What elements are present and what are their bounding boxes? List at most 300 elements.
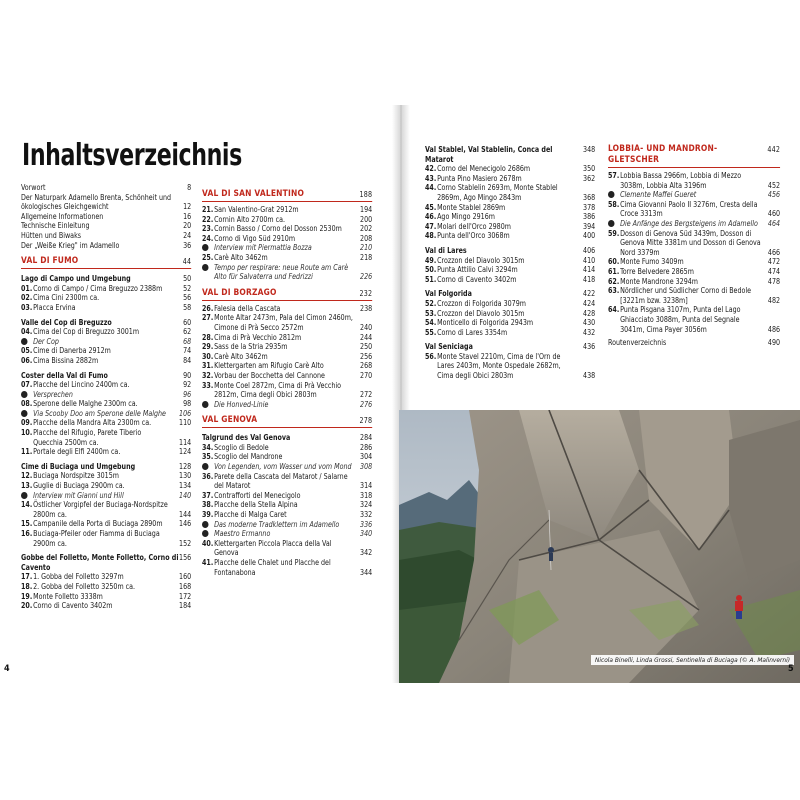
toc-route	[202, 472, 372, 491]
subsection-title: Val di Lares	[425, 245, 467, 255]
toc-essay	[202, 400, 372, 410]
toc-entry-page: 474	[767, 266, 781, 276]
toc-entry-title: Die Honved-Linie 276	[214, 399, 373, 409]
toc-entry-page: 74	[183, 346, 192, 356]
toc-route	[425, 203, 595, 213]
route-number: 54.	[425, 318, 437, 328]
section-heading-title: LOBBIA- UND MANDRON-GLETSCHER	[608, 144, 718, 165]
toc-entry-title: Der „Weiße Krieg" im Adamello	[21, 240, 120, 250]
toc-entry-title: Corno di Vigo Süd 2910m 208	[214, 233, 373, 243]
toc-entry-page: 386	[583, 212, 596, 222]
toc-entry-title: Dosson di Genova Süd 3439m, Dosson di Genova Mitte 3381m und Dosson di Genova Nord 3379m 466	[620, 228, 781, 257]
toc-entry-page: 430	[583, 318, 596, 328]
route-number: 28.	[202, 332, 214, 342]
toc-entry-page: 270	[360, 370, 373, 380]
toc-entry-title: Monte Stavel 2210m, Cima de l'Orn de Lares 2403m, Monte Ospedale 2682m, Cima degli Obici 2803m 438	[437, 351, 596, 381]
toc-route	[608, 286, 780, 305]
toc-entry-page: 268	[360, 361, 373, 371]
essay-bullet	[202, 520, 214, 528]
info-bullet-icon	[21, 492, 28, 499]
toc-entry-title: Östlicher Vorgipfel der Buciaga-Nordspitze 2800m ca. 144	[33, 500, 192, 519]
toc-entry-title: Parete della Cascata del Matarot / Salarne del Matarot 314	[214, 471, 373, 491]
route-number: 22.	[202, 214, 214, 224]
route-number: 42.	[425, 164, 437, 174]
toc-entry-title: Punta Attilio Calvi 3294m 414	[437, 265, 596, 275]
toc-entry	[21, 193, 191, 212]
toc-entry-page: 130	[179, 471, 192, 481]
toc-route	[425, 275, 595, 285]
toc-entry-title: Die Anfänge des Bergsteigens im Adamello 464	[620, 218, 781, 228]
subsection-page: 156	[179, 553, 192, 563]
toc-route	[425, 265, 595, 275]
toc-entry	[21, 212, 191, 222]
subsection-heading	[21, 274, 191, 284]
toc-route	[21, 471, 191, 481]
essay-bullet	[21, 491, 33, 499]
toc-entry-page: 490	[767, 338, 781, 348]
toc-route	[202, 500, 372, 510]
toc-route	[21, 380, 191, 390]
toc-route	[202, 304, 372, 314]
toc-route	[202, 443, 372, 453]
toc-entry-title: Interview mit Gianni und Hill 140	[33, 490, 192, 500]
toc-entry-page: 460	[767, 209, 781, 219]
toc-entry-page: 58	[183, 302, 192, 312]
toc-entry-page: 202	[360, 224, 373, 234]
toc-entry-title: Carè Alto 3462m 218	[214, 252, 373, 262]
toc-entry-title: Scoglio del Mandrone 304	[214, 452, 373, 462]
toc-entry-page: 432	[583, 327, 596, 337]
toc-entry-page: 152	[179, 538, 192, 548]
toc-entry-title: Der Cop 68	[33, 336, 192, 346]
toc-entry-page: 52	[183, 283, 192, 293]
route-number: 50.	[425, 265, 437, 275]
toc-entry-page: 56	[183, 293, 192, 303]
toc-essay	[608, 190, 780, 200]
toc-entry-title: Via Scooby Doo am Sperone delle Malghe 106	[33, 408, 192, 418]
toc-entry-page: 286	[360, 442, 373, 452]
toc-entry-page: 184	[179, 601, 192, 611]
route-number: 49.	[425, 255, 437, 265]
section-heading-page: 44	[182, 257, 192, 267]
toc-entry-page: 342	[360, 548, 373, 558]
section-heading-page: 442	[767, 145, 781, 154]
subsection-title: Talgrund des Val Genova	[202, 433, 291, 443]
toc-entry-page: 368	[583, 192, 596, 202]
toc-entry-page: 124	[179, 447, 192, 457]
toc-entry-page: 464	[767, 218, 781, 228]
section-heading-title: VAL DI SAN VALENTINO	[202, 189, 305, 199]
route-number: 07.	[21, 380, 33, 390]
route-number: 16.	[21, 529, 33, 538]
toc-entry-title: Campanile della Porta di Buciaga 2890m 146	[33, 519, 192, 529]
toc-entry-title: Ago Mingo 2916m 386	[437, 212, 596, 222]
route-number: 02.	[21, 293, 33, 303]
toc-entry-page: 114	[179, 437, 192, 447]
subsection-heading	[21, 318, 191, 328]
toc-entry-page: 244	[360, 332, 373, 342]
info-bullet-icon	[202, 401, 209, 408]
toc-entry-title: Das moderne Tradklettern im Adamello 336	[214, 519, 373, 529]
toc-entry-title: Monte Altar 2473m, Pala del Cimon 2460m, Cimone di Prà Secco 2572m 240	[214, 313, 373, 332]
toc-entry-page: 472	[767, 257, 781, 267]
route-number: 34.	[202, 442, 214, 452]
route-number: 56.	[425, 351, 437, 361]
toc-route	[425, 299, 595, 309]
route-number: 04.	[21, 327, 33, 337]
route-number: 20.	[21, 601, 33, 611]
section-rule	[608, 167, 780, 168]
toc-essay	[21, 409, 191, 419]
subsection-title: Valle del Cop di Breguzzo	[21, 317, 112, 327]
subsection-page: 422	[583, 289, 596, 299]
toc-essay	[608, 219, 780, 229]
toc-route	[425, 352, 595, 381]
subsection-title: Val Folgorida	[425, 289, 472, 299]
route-number: 41.	[202, 558, 214, 567]
toc-route	[21, 500, 191, 519]
toc-route	[202, 253, 372, 263]
toc-entry-title: Cima del Cop di Breguzzo 3001m 62	[33, 327, 192, 337]
route-number: 47.	[425, 221, 437, 231]
toc-entry-title: Monte Stablel 2869m 378	[437, 202, 596, 212]
toc-route	[608, 171, 780, 190]
route-number: 64.	[608, 305, 620, 315]
route-number: 37.	[202, 490, 214, 500]
subsection-title: Val Stablel, Val Stablelin, Conca del Matarot	[425, 145, 553, 164]
toc-entry	[608, 338, 780, 348]
toc-entry-page: 424	[583, 298, 596, 308]
page-number-left: 4	[4, 664, 10, 674]
toc-entry-title: Nördlicher und Südlicher Corno di Bedole [3221m bzw. 3238m] 482	[620, 286, 781, 305]
toc-entry-title: Torre Belvedere 2865m 474	[620, 266, 781, 276]
info-bullet-icon	[202, 264, 209, 271]
toc-entry-title: Scoglio di Bedole 286	[214, 442, 373, 452]
toc-route	[21, 327, 191, 337]
subsection-page: 60	[183, 317, 192, 327]
route-number: 23.	[202, 224, 214, 234]
section-heading	[202, 189, 372, 200]
toc-route	[21, 418, 191, 428]
toc-entry-title: Technische Einleitung	[21, 221, 90, 231]
toc-entry-page: 344	[360, 567, 373, 577]
toc-entry-title: Punta dell'Orco 3068m 400	[437, 231, 596, 241]
toc-entry-page: 160	[179, 572, 192, 582]
route-number: 61.	[608, 266, 620, 276]
toc-essay	[202, 263, 372, 282]
toc-entry-page: 134	[179, 481, 192, 491]
toc-entry-title: 1. Gobba del Folletto 3297m 160	[33, 572, 192, 582]
toc-essay	[21, 390, 191, 400]
toc-entry-page: 456	[767, 190, 781, 200]
toc-entry-page: 226	[360, 272, 373, 282]
toc-route	[202, 558, 372, 577]
route-number: 09.	[21, 418, 33, 428]
toc-entry-page: 238	[360, 303, 373, 313]
subsection-line	[21, 553, 191, 572]
section-heading	[608, 144, 780, 166]
subsection-heading	[21, 462, 191, 472]
toc-essay	[202, 520, 372, 530]
toc-entry-page: 20	[183, 221, 192, 231]
toc-route	[202, 510, 372, 520]
toc-route	[425, 164, 595, 174]
toc-route	[21, 284, 191, 294]
subsection-heading	[21, 371, 191, 381]
route-number: 40.	[202, 538, 214, 548]
toc-route	[21, 303, 191, 313]
route-number: 30.	[202, 351, 214, 361]
toc-entry-title: Corno di Cavento 3402m 184	[33, 601, 192, 611]
subsection-page: 436	[583, 342, 596, 352]
route-number: 44.	[425, 183, 437, 193]
toc-entry-title: Punta Pisgana 3107m, Punta del Lago Ghiacciato 3088m, Punta del Segnale 3041m, Cima Payer 3056m 486	[620, 305, 781, 334]
toc-entry-title: Placche della Mandra Alta 2300m ca. 110	[33, 418, 192, 428]
toc-entry-page: 256	[360, 351, 373, 361]
subsection-title: Cime di Buciaga und Umgebung	[21, 461, 136, 471]
toc-route	[202, 452, 372, 462]
subsection-heading	[425, 145, 595, 164]
subsection-heading	[425, 342, 595, 352]
toc-entry-title: Tempo per respirare: neue Route am Carè Alto für Salvaterra und Fedrizzi 226	[214, 262, 373, 282]
toc-entry-page: 84	[183, 355, 192, 365]
route-number: 33.	[202, 380, 214, 390]
section-rule	[202, 427, 372, 428]
toc-entry-title: Placche del Rifugio, Parete Tiberio Quecchia 2500m ca. 114	[33, 428, 192, 447]
route-number: 29.	[202, 342, 214, 352]
toc-entry-page: 400	[583, 231, 596, 241]
toc-entry-page: 12	[183, 202, 192, 212]
toc-entry-page: 194	[360, 205, 373, 214]
toc-entry-page: 276	[360, 399, 373, 409]
toc-route	[608, 277, 780, 287]
route-number: 43.	[425, 173, 437, 183]
route-number: 19.	[21, 591, 33, 601]
route-number: 31.	[202, 361, 214, 371]
toc-entry-page: 36	[183, 240, 192, 250]
section-rule	[21, 268, 191, 269]
toc-entry-title: Klettergarten Piccola Placca della Val Genova 342	[214, 538, 373, 558]
toc-entry	[21, 221, 191, 231]
toc-entry-title: Monte Mandrone 3294m 478	[620, 276, 781, 286]
climbing-photo	[399, 410, 800, 683]
toc-entry-page: 336	[360, 519, 373, 529]
section-heading-page: 232	[359, 288, 373, 298]
subsection-line	[425, 145, 595, 164]
toc-entry-title: Corno del Menecigolo 2686m 350	[437, 164, 596, 174]
photo-credit: Nicola Binelli, Linda Grossi, Sentinella di Buciaga (© A. Malinverni)	[591, 655, 794, 665]
toc-entry-title: Corno Stablelin 2693m, Monte Stablel 2869m, Ago Mingo 2843m 368	[437, 183, 596, 202]
toc-route	[21, 346, 191, 356]
section-heading-page: 278	[359, 416, 373, 426]
toc-column-1	[21, 183, 191, 611]
toc-entry-title: Von Legenden, vom Wasser und vom Mond 308	[214, 462, 373, 472]
info-bullet-icon	[202, 530, 209, 537]
toc-route	[425, 212, 595, 222]
toc-entry-page: 146	[179, 519, 192, 529]
route-number: 18.	[21, 581, 33, 591]
toc-route	[425, 222, 595, 232]
toc-entry-title: Placche di Malga Caret 332	[214, 510, 373, 520]
toc-route	[21, 481, 191, 491]
subsection-title: Coster della Val di Fumo	[21, 370, 108, 380]
toc-entry-page: 340	[360, 529, 373, 539]
toc-entry-page: 200	[360, 214, 373, 224]
route-number: 10.	[21, 428, 33, 438]
section-rule	[202, 300, 372, 301]
route-number: 13.	[21, 481, 33, 491]
toc-route	[202, 224, 372, 234]
section-heading	[202, 415, 372, 426]
route-number: 62.	[608, 276, 620, 286]
toc-essay	[202, 529, 372, 539]
info-bullet-icon	[608, 220, 615, 227]
toc-entry-page: 308	[360, 462, 373, 472]
toc-entry-page: 272	[360, 390, 373, 400]
subsection-title: Lago di Campo und Umgebung	[21, 274, 131, 284]
toc-route	[202, 539, 372, 558]
info-bullet-icon	[608, 191, 615, 198]
page-number-right: 5	[788, 664, 794, 674]
toc-route	[202, 381, 372, 400]
toc-entry-title: Falesia della Cascata 238	[214, 303, 373, 313]
toc-entry-title: Sperone delle Malghe 2300m ca. 98	[33, 399, 192, 409]
toc-entry-page: 96	[183, 389, 192, 399]
toc-entry-page: 98	[183, 399, 192, 409]
toc-entry-page: 486	[767, 324, 781, 334]
route-number: 35.	[202, 452, 214, 462]
section-rule	[202, 201, 372, 202]
toc-entry-page: 438	[583, 371, 596, 381]
subsection-page: 128	[179, 461, 192, 471]
toc-entry-title: Corno di Campo / Cima Breguzzo 2388m 52	[33, 283, 192, 293]
subsection-page: 348	[583, 145, 596, 154]
toc-entry-title: Placche della Stella Alpina 324	[214, 500, 373, 510]
section-heading-title: VAL GENOVA	[202, 415, 258, 426]
info-bullet-icon	[202, 521, 209, 528]
toc-entry-page: 208	[360, 233, 373, 243]
toc-route	[425, 256, 595, 266]
toc-entry-page: 68	[183, 336, 192, 346]
toc-entry-title: Cime di Danerba 2912m 74	[33, 346, 192, 356]
toc-entry-title: Lobbia Bassa 2966m, Lobbia di Mezzo 3038m, Lobbia Alta 3196m 452	[620, 171, 781, 190]
route-number: 17.	[21, 572, 33, 582]
route-number: 45.	[425, 202, 437, 212]
toc-entry-page: 418	[583, 274, 596, 284]
toc-column-4	[608, 138, 780, 348]
subsection-title: Val Seniciaga	[425, 342, 473, 352]
toc-entry-title: Placche del Lincino 2400m ca. 92	[33, 380, 192, 390]
toc-entry-page: 240	[360, 322, 373, 332]
toc-entry-page: 110	[179, 418, 192, 428]
essay-bullet	[21, 390, 33, 398]
toc-entry	[21, 183, 191, 193]
toc-route	[425, 231, 595, 241]
toc-entry-page: 106	[179, 408, 192, 418]
section-heading	[202, 288, 372, 299]
toc-route	[21, 529, 191, 548]
essay-bullet	[202, 263, 214, 271]
essay-bullet	[608, 219, 620, 227]
route-number: 55.	[425, 327, 437, 337]
toc-entry-title: Clemente Maffei Gueret 456	[620, 190, 781, 200]
toc-route	[21, 293, 191, 303]
toc-entry-page: 24	[183, 230, 192, 240]
toc-route	[21, 399, 191, 409]
route-number: 36.	[202, 471, 214, 481]
toc-column-3	[425, 140, 595, 381]
toc-entry-page: 250	[360, 342, 373, 352]
toc-entry-page: 428	[583, 308, 596, 318]
subsection-heading	[425, 246, 595, 256]
toc-entry-title: Vorwort	[21, 183, 46, 192]
route-number: 53.	[425, 308, 437, 318]
subsection-heading	[21, 553, 191, 572]
route-number: 58.	[608, 199, 620, 209]
essay-bullet	[608, 190, 620, 198]
toc-entry-page: 394	[583, 221, 596, 231]
subsection-page: 284	[360, 433, 373, 443]
toc-entry-title: Buciaga-Pfeiler oder Fiamma di Buciaga 2900m ca. 152	[33, 529, 192, 548]
subsection-page: 406	[583, 245, 596, 255]
toc-entry-title: Hütten und Biwaks	[21, 230, 82, 240]
toc-entry-page: 482	[767, 295, 781, 305]
toc-entry-page: 378	[583, 202, 596, 212]
toc-entry-title: Portale degli Elfi 2400m ca. 124	[33, 447, 192, 457]
toc-essay	[202, 462, 372, 472]
toc-route	[202, 313, 372, 332]
subsection-heading	[202, 433, 372, 443]
toc-route	[202, 342, 372, 352]
toc-entry-page: 140	[179, 490, 192, 500]
route-number: 63.	[608, 286, 620, 296]
toc-entry-title: Crozzon del Diavolo 3015m 410	[437, 255, 596, 265]
toc-entry-page: 144	[179, 509, 192, 519]
toc-entry-page: 172	[179, 591, 192, 601]
subsection-title: Gobbe del Folletto, Monte Folletto, Corno di Cavento	[21, 553, 179, 572]
route-number: 14.	[21, 500, 33, 510]
toc-entry-page: 466	[767, 247, 781, 257]
toc-route	[425, 309, 595, 319]
route-number: 21.	[202, 205, 214, 214]
subsection-heading	[425, 289, 595, 299]
toc-route	[608, 229, 780, 258]
toc-entry-page: 304	[360, 452, 373, 462]
toc-route	[608, 267, 780, 277]
toc-route	[202, 361, 372, 371]
toc-route	[21, 572, 191, 582]
route-number: 57.	[608, 171, 620, 180]
toc-route	[21, 592, 191, 602]
toc-entry-page: 452	[767, 180, 781, 190]
toc-essay	[202, 243, 372, 253]
subsection-page: 90	[183, 370, 192, 380]
toc-entry-page: 324	[360, 500, 373, 510]
toc-entry-title: Vorbau der Bocchetta del Cannone 270	[214, 370, 373, 380]
toc-route	[425, 318, 595, 328]
info-bullet-icon	[21, 338, 28, 345]
toc-entry-title: Cornin Alto 2700m ca. 200	[214, 214, 373, 224]
route-number: 27.	[202, 313, 214, 323]
route-number: 11.	[21, 447, 33, 457]
toc-route	[425, 183, 595, 202]
toc-route	[21, 582, 191, 592]
toc-entry-page: 92	[183, 380, 192, 390]
toc-entry-page: 410	[583, 255, 596, 265]
route-number: 05.	[21, 346, 33, 356]
route-number: 48.	[425, 231, 437, 241]
info-bullet-icon	[21, 391, 28, 398]
